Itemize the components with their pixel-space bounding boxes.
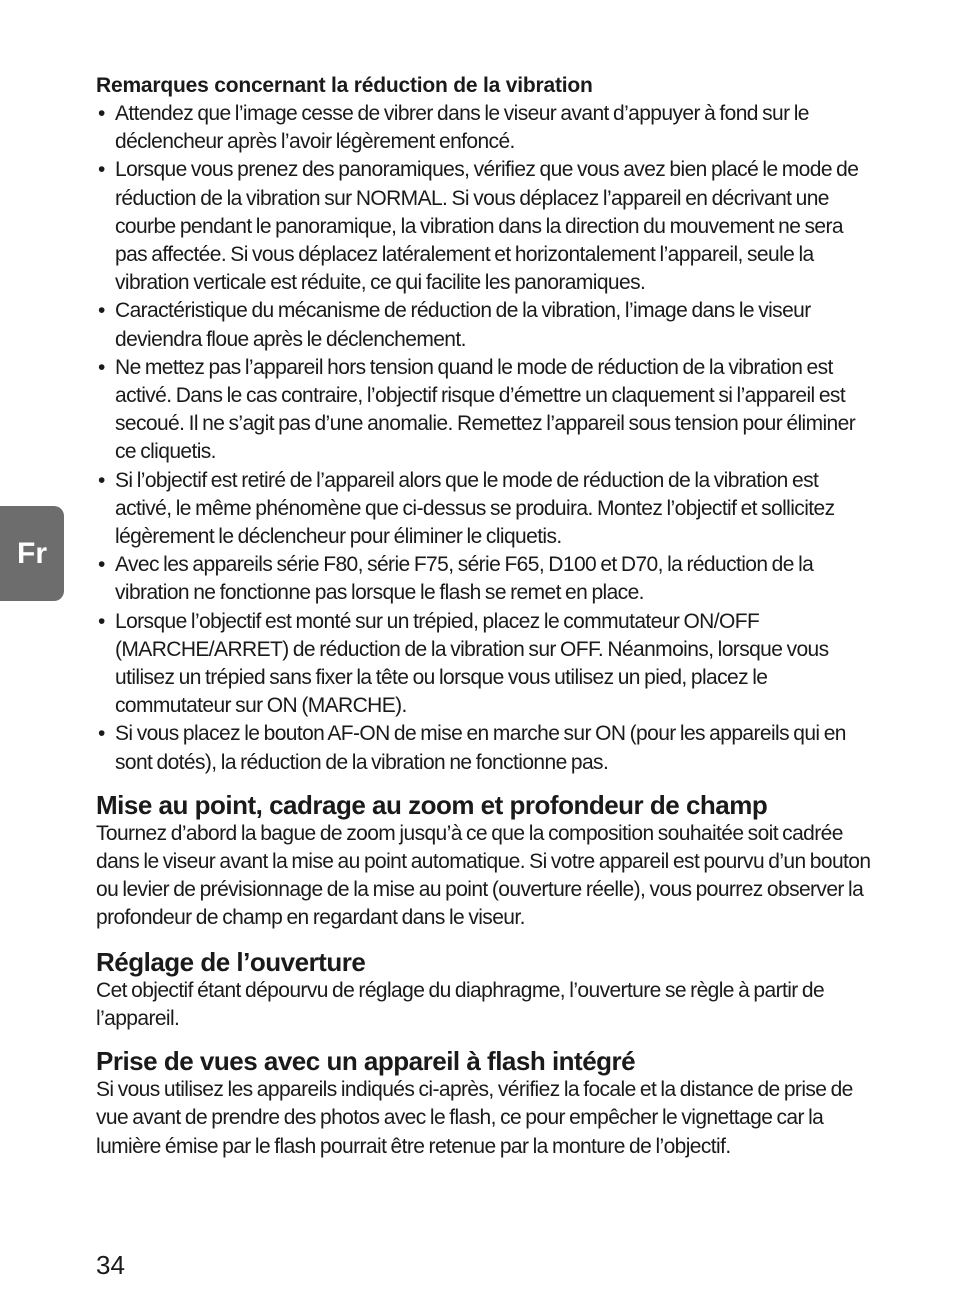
flash-section <box>96 1046 871 1161</box>
page-content <box>96 72 871 1161</box>
aperture-section-title: Réglage de l’ouverture <box>96 946 366 977</box>
list-item: • Avec les appareils série F80, série F75, série F65, D100 et D70, la réduction de la vibration ne fonctionne pas lorsque le flash se remet en place. <box>96 551 871 607</box>
page-number: 34 <box>96 1250 125 1280</box>
aperture-section-body: Cet objectif étant dépourvu de réglage du diaphragme, l’ouverture se règle à partir de l’appareil. <box>96 978 825 1030</box>
language-tab <box>0 506 64 601</box>
list-item: • Caractéristique du mécanisme de réduction de la vibration, l’image dans le viseur deviendra floue après le déclenchement. <box>96 297 871 353</box>
vibration-notes-list <box>96 100 871 777</box>
vibration-notes-heading: Remarques concernant la réduction de la vibration <box>96 74 593 97</box>
focus-section <box>96 790 871 933</box>
list-item: • Ne mettez pas l’appareil hors tension quand le mode de réduction de la vibration est activé. Dans le cas contraire, l’objectif risque d’émettre un claquement si l’appareil est secoué. Il ne s’agit pas d’une anomalie. Remettez l’appareil sous tension pour éliminer ce cliquetis. <box>96 354 871 467</box>
list-item: • Attendez que l’image cesse de vibrer dans le viseur avant d’appuyer à fond sur le déclencheur après l’avoir légèrement enfoncé. <box>96 100 871 156</box>
language-tab-label: Fr <box>17 536 47 570</box>
list-item: • Si l’objectif est retiré de l’appareil alors que le mode de réduction de la vibration est activé, le même phénomène que ci-dessus se produira. Montez l’objectif et sollicitez légèrement le déclencheur pour éliminer le cliquetis. <box>96 467 871 552</box>
aperture-section <box>96 947 871 1033</box>
focus-section-title: Mise au point, cadrage au zoom et profondeur de champ <box>96 789 768 820</box>
flash-section-body: Si vous utilisez les appareils indiqués ci-après, vérifiez la focale et la distance de prise de vue avant de prendre des photos avec le flash, ce pour empêcher le vignettage car la lumière émise par le flash pourrait être retenue par la monture de l’objectif. <box>96 1078 853 1158</box>
list-item: • Si vous placez le bouton AF-ON de mise en marche sur ON (pour les appareils qui en sont dotés), la réduction de la vibration ne fonctionne pas. <box>96 720 871 776</box>
list-item: • Lorsque l’objectif est monté sur un trépied, placez le commutateur ON/OFF (MARCHE/ARRET) de réduction de la vibration sur OFF. Néanmoins, lorsque vous utilisez un trépied sans fixer la tête ou lorsque vous utilisez un pied, placez le commutateur sur ON (MARCHE). <box>96 608 871 721</box>
flash-section-title: Prise de vues avec un appareil à flash intégré <box>96 1046 636 1077</box>
list-item: • Lorsque vous prenez des panoramiques, vérifiez que vous avez bien placé le mode de réduction de la vibration sur NORMAL. Si vous déplacez l’appareil en décrivant une courbe pendant le panoramique, la vibration dans la direction du mouvement ne sera pas affectée. Si vous déplacez latéralement et horizontalement l’appareil, seule la vibration verticale est réduite, ce qui facilite les panoramiques. <box>96 156 871 297</box>
focus-section-body: Tournez d’abord la bague de zoom jusqu’à ce que la composition souhaitée soit cadrée dans le viseur avant la mise au point automatique. Si votre appareil est pourvu d’un bouton ou levier de prévisionnage de la mise au point (ouverture réelle), vous pourrez observer la profondeur de champ en regardant dans le viseur. <box>96 821 871 930</box>
